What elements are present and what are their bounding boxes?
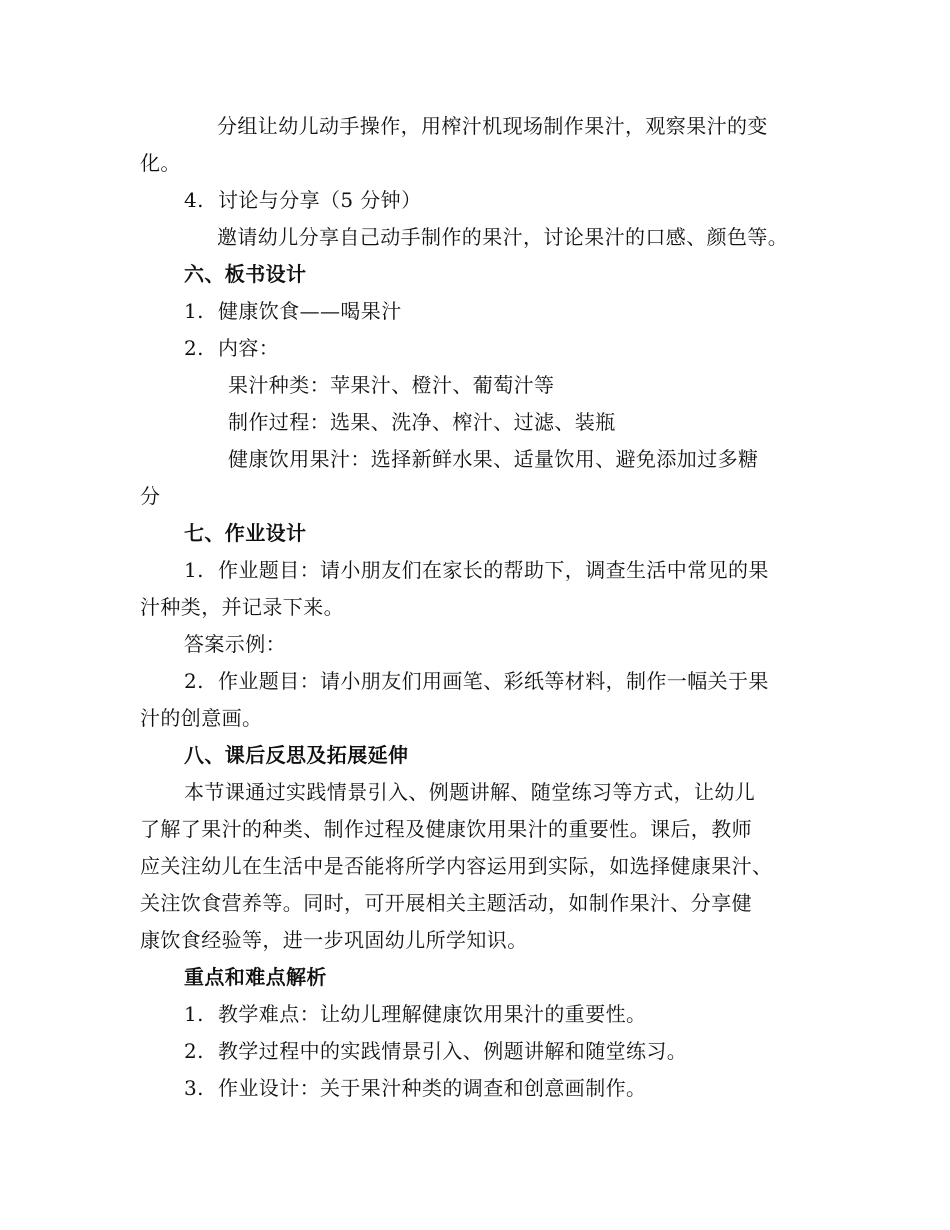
list-number: 3. <box>184 1076 204 1100</box>
paragraph-line: 应关注幼儿在生活中是否能将所学内容运用到实际，如选择健康果汁、 <box>140 854 773 878</box>
list-text: 作业题目：请小朋友们用画笔、彩纸等材料，制作一幅关于果 <box>218 669 769 693</box>
paragraph-line: 汁种类，并记录下来。 <box>140 595 344 619</box>
list-item <box>184 1074 646 1102</box>
list-text: 讨论与分享（5 分钟） <box>218 188 422 212</box>
list-number: 1. <box>184 558 204 582</box>
paragraph-line: 了解了果汁的种类、制作过程及健康饮用果汁的重要性。课后，教师 <box>140 817 752 841</box>
list-text: 作业设计：关于果汁种类的调查和创意画制作。 <box>218 1076 647 1100</box>
list-item <box>184 186 421 214</box>
list-text: 健康饮食——喝果汁 <box>218 299 402 323</box>
list-text: 教学过程中的实践情景引入、例题讲解和随堂练习。 <box>218 1039 688 1063</box>
list-item <box>184 556 769 584</box>
paragraph-line: 康饮食经验等，进一步巩固幼儿所学知识。 <box>140 928 528 952</box>
list-number: 1. <box>184 1002 204 1026</box>
section-heading: 六、板书设计 <box>184 262 307 286</box>
list-number: 2. <box>184 1039 204 1063</box>
list-number: 1. <box>184 299 204 323</box>
list-text: 作业题目：请小朋友们在家长的帮助下，调查生活中常见的果 <box>218 558 769 582</box>
list-item <box>184 1000 646 1028</box>
paragraph-line: 制作过程：选果、洗净、榨汁、过滤、装瓶 <box>228 410 616 434</box>
section-heading: 八、课后反思及拓展延伸 <box>184 743 409 767</box>
list-number: 2. <box>184 336 204 360</box>
paragraph-line: 汁的创意画。 <box>140 706 263 730</box>
paragraph-line: 邀请幼儿分享自己动手制作的果汁，讨论果汁的口感、颜色等。 <box>217 225 789 249</box>
paragraph-line: 健康饮用果汁：选择新鲜水果、适量饮用、避免添加过多糖 <box>228 447 759 471</box>
list-number: 2. <box>184 669 204 693</box>
paragraph-line: 关注饮食营养等。同时，可开展相关主题活动，如制作果汁、分享健 <box>140 891 752 915</box>
list-text: 教学难点：让幼儿理解健康饮用果汁的重要性。 <box>218 1002 647 1026</box>
section-heading: 七、作业设计 <box>184 521 307 545</box>
paragraph-line: 化。 <box>140 151 181 175</box>
paragraph-line: 分 <box>140 484 161 508</box>
list-item <box>184 297 402 325</box>
paragraph-line: 果汁种类：苹果汁、橙汁、葡萄汁等 <box>228 373 555 397</box>
paragraph-line: 分组让幼儿动手操作，用榨汁机现场制作果汁，观察果汁的变 <box>217 114 768 138</box>
list-item <box>184 667 769 695</box>
list-item <box>184 1037 687 1065</box>
paragraph-line: 本节课通过实践情景引入、例题讲解、随堂练习等方式，让幼儿 <box>184 780 756 804</box>
list-number: 4. <box>184 188 204 212</box>
list-item <box>184 334 279 362</box>
paragraph-line: 答案示例： <box>184 632 286 656</box>
section-heading: 重点和难点解析 <box>184 965 327 989</box>
list-text: 内容： <box>218 336 280 360</box>
